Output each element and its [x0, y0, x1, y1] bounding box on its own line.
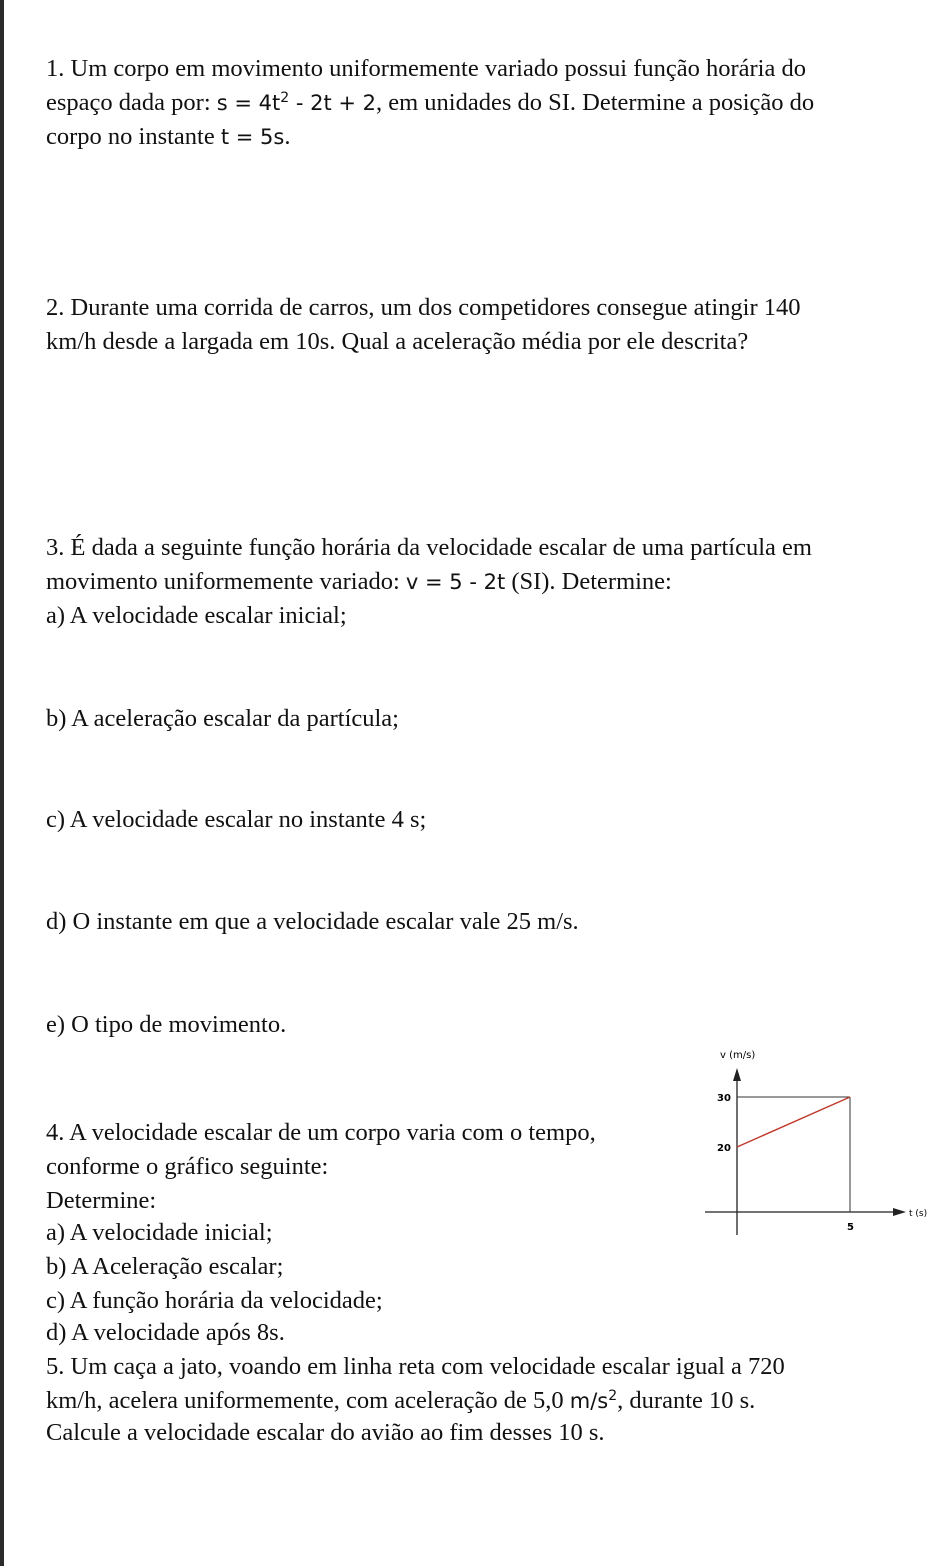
x-tick-label: 5 [847, 1222, 854, 1233]
y-tick-label: 30 [717, 1093, 731, 1104]
q3-item-b: b) A aceleração escalar da partícula; [46, 705, 399, 732]
q3-text: movimento uniformemente variado: [46, 568, 406, 595]
y-tick-label: 20 [717, 1143, 731, 1154]
q1-text: corpo no instante [46, 123, 221, 150]
q5-text: km/h, acelera uniformemente, com aceleração de 5,0 [46, 1387, 570, 1414]
y-axis-label: v (m/s) [720, 1050, 756, 1061]
q1-time-equation: t = 5s [220, 125, 285, 149]
q1-line-1: 1. Um corpo em movimento uniformemente variado possui função horária do [46, 55, 806, 82]
q3-line-2 [46, 567, 672, 597]
page-left-border [0, 0, 4, 1566]
q1-line-3 [46, 122, 290, 152]
q5-line-2 [46, 1386, 755, 1416]
q1-equation [217, 91, 376, 115]
q1-line-2 [46, 88, 814, 118]
x-axis-arrow-icon [893, 1208, 906, 1216]
q1-text: espaço dada por: [46, 89, 217, 116]
q1-eq-part: - 2t + 2 [289, 91, 376, 115]
q4-line-3: Determine: [46, 1187, 157, 1214]
q3-item-c: c) A velocidade escalar no instante 4 s; [46, 806, 427, 833]
q5-unit [570, 1389, 617, 1413]
q3-item-e: e) O tipo de movimento. [46, 1011, 287, 1038]
q3-item-a: a) A velocidade escalar inicial; [46, 602, 347, 629]
q5-unit-base: m/s [569, 1389, 609, 1413]
velocity-line [737, 1097, 850, 1147]
q3-text: (SI). Determine: [505, 568, 672, 595]
velocity-time-graph [700, 1040, 939, 1250]
x-axis-label: t (s) [909, 1209, 928, 1219]
q3-item-d: d) O instante em que a velocidade escalar vale 25 m/s. [46, 908, 579, 935]
q1-text: , em unidades do SI. Determine a posição do [376, 89, 815, 116]
q4-item-d: d) A velocidade após 8s. [46, 1319, 285, 1346]
q1-eq-exponent: 2 [280, 90, 290, 106]
q4-line-2: conforme o gráfico seguinte: [46, 1153, 329, 1180]
q2-line-1: 2. Durante uma corrida de carros, um dos competidores consegue atingir 140 [46, 294, 801, 321]
q4-item-a: a) A velocidade inicial; [46, 1219, 273, 1246]
q3-equation: v = 5 - 2t [405, 570, 506, 594]
q5-line-1: 5. Um caça a jato, voando em linha reta com velocidade escalar igual a 720 [46, 1353, 785, 1380]
q4-line-1: 4. A velocidade escalar de um corpo varia com o tempo, [46, 1119, 596, 1146]
q4-item-b: b) A Aceleração escalar; [46, 1253, 284, 1280]
q4-item-c: c) A função horária da velocidade; [46, 1287, 383, 1314]
q2-line-2: km/h desde a largada em 10s. Qual a aceleração média por ele descrita? [46, 328, 749, 355]
q5-unit-exponent: 2 [608, 1388, 618, 1404]
y-axis-arrow-icon [733, 1068, 741, 1081]
q5-line-3: Calcule a velocidade escalar do avião ao fim desses 10 s. [46, 1419, 605, 1446]
q1-text: . [284, 123, 291, 150]
q5-text: , durante 10 s. [617, 1387, 756, 1414]
q3-line-1: 3. É dada a seguinte função horária da velocidade escalar de uma partícula em [46, 534, 812, 561]
q1-eq-part: s = 4t [216, 91, 281, 115]
